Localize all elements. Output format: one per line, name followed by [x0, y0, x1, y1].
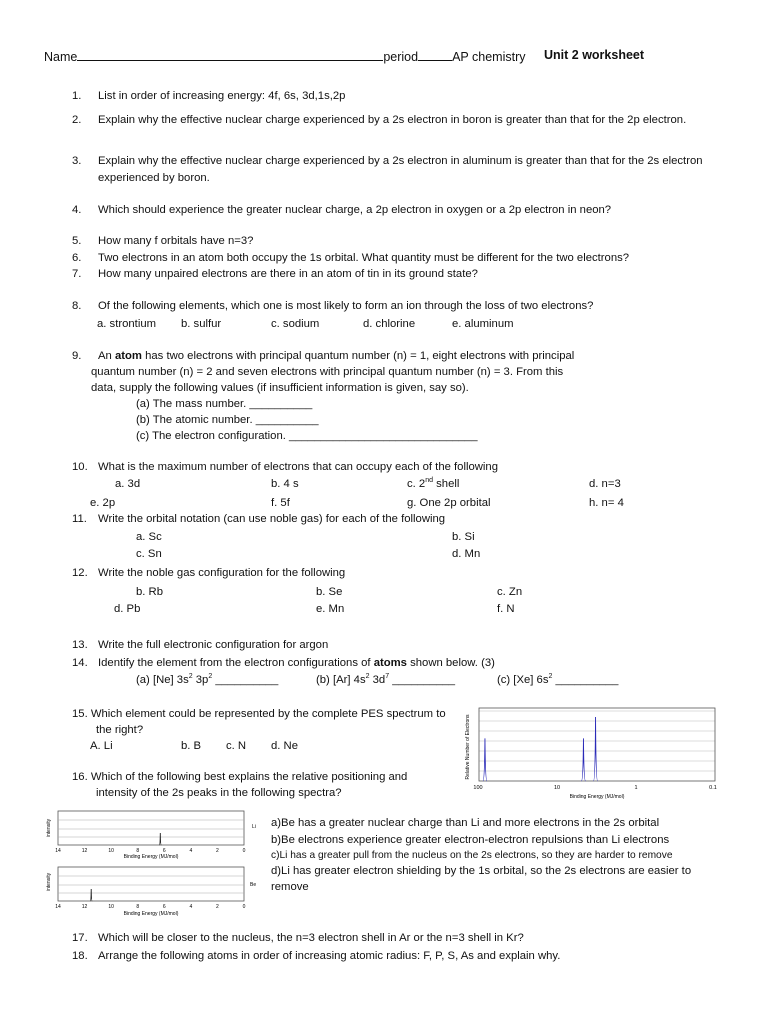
question-text: How many unpaired electrons are there in an atom of tin in its ground state?	[98, 268, 478, 280]
answer-option: c. sodium	[271, 318, 320, 330]
question-12-item: b. Rb	[136, 586, 164, 598]
item-text: c. 2	[407, 478, 426, 490]
answer-option: b. B	[181, 740, 202, 752]
question-5	[72, 234, 253, 248]
question-number: 11.	[72, 513, 87, 525]
config-text: __________	[212, 674, 279, 686]
question-9-part-b: (b) The atomic number. __________	[136, 414, 319, 426]
question-12-item: b. Se	[316, 586, 343, 598]
li-plot-frame	[58, 811, 244, 845]
spectrum-peak	[159, 833, 161, 845]
question-7	[72, 267, 478, 281]
question-text: Explain why the effective nuclear charge experienced by a 2s electron in boron is greater than that for the 2p electron.	[98, 114, 687, 126]
pes-peaks	[483, 717, 598, 781]
answer-option: c. N	[226, 740, 247, 752]
question-14-part-c	[497, 673, 618, 687]
name-blank[interactable]	[77, 48, 383, 61]
question-text: Explain why the effective nuclear charge experienced by a 2s electron in aluminum is greater than that for the 2s electron	[98, 155, 703, 167]
question-12	[72, 566, 345, 580]
question-text: What is the maximum number of electrons that can occupy each of the following	[98, 461, 498, 473]
question-9-part-a: (a) The mass number. __________	[136, 398, 313, 410]
question-12-item: c. Zn	[497, 586, 523, 598]
question-number: 10.	[72, 461, 88, 473]
li-spectrum-chart	[42, 808, 260, 860]
li-tick-label: 2	[216, 848, 219, 854]
question-12-item: f. N	[497, 603, 515, 615]
question-9-line-3: data, supply the following values (if insufficient information is given, say so).	[91, 382, 469, 394]
answer-option: d)Li has greater electron shielding by the 1s orbital, so the 2s electrons are easier to	[271, 865, 692, 877]
be-tick-label: 10	[108, 904, 114, 910]
answer-option: b. sulfur	[181, 318, 222, 330]
question-15: 15. Which element could be represented by the complete PES spectrum to	[72, 708, 446, 720]
question-9	[72, 349, 574, 363]
question-14	[72, 656, 495, 670]
question-number: 6.	[72, 252, 82, 264]
question-11-item: c. Sn	[136, 548, 162, 560]
question-11-item: b. Si	[452, 531, 475, 543]
question-6	[72, 251, 629, 265]
be-peaks	[90, 889, 92, 901]
question-text: has two electrons with principal quantum number (n) = 1, eight electrons with principal	[145, 350, 575, 362]
question-10-item: f. 5f	[271, 497, 290, 509]
be-spectrum-chart	[42, 864, 260, 920]
question-text: Which will be closer to the nucleus, the n=3 electron shell in Ar or the n=3 shell in Kr?	[98, 932, 524, 944]
pes-tick-label: 1	[634, 785, 638, 791]
li-tick-label: 12	[81, 848, 88, 854]
be-tick-label: 6	[162, 904, 166, 910]
period-blank[interactable]	[418, 48, 452, 61]
question-text: Write the noble gas configuration for the following	[98, 567, 346, 579]
li-tick-label: 14	[55, 848, 61, 854]
question-text: shown below. (3)	[410, 657, 495, 669]
emphasis-atoms: atoms	[373, 657, 407, 669]
spectrum-peak	[90, 889, 92, 901]
li-peaks	[159, 833, 161, 845]
li-tick-label: 10	[108, 848, 114, 854]
superscript: 7	[385, 673, 390, 681]
question-11-item: a. Sc	[136, 531, 162, 543]
answer-option: b)Be electrons experience greater electron-electron repulsions than Li electrons	[271, 834, 670, 846]
be-tick-label: 0	[242, 904, 246, 910]
li-tick-label: 6	[162, 848, 166, 854]
superscript: 2	[208, 673, 213, 681]
question-number: 17.	[72, 932, 88, 944]
question-13	[72, 638, 328, 652]
answer-option: c)Li has a greater pull from the nucleus on the 2s electrons, so they are harder to remove	[271, 850, 673, 861]
question-number: 7.	[72, 268, 82, 280]
config-text: (c) [Xe] 6s	[497, 674, 549, 686]
pes-peak	[483, 738, 487, 781]
be-x-axis-label: Binding Energy (MJ/mol)	[123, 911, 179, 917]
question-10-item: b. 4 s	[271, 478, 299, 490]
question-10-item: a. 3d	[115, 478, 141, 490]
config-text: (a) [Ne] 3s	[136, 674, 189, 686]
question-14-part-a	[136, 673, 278, 687]
question-12-item: d. Pb	[114, 603, 141, 615]
li-tick-label: 4	[189, 848, 193, 854]
question-text: Identify the element from the electron configurations of	[98, 657, 371, 669]
question-number: 3.	[72, 155, 82, 167]
answer-option: a)Be has a greater nuclear charge than Li and more electrons in the 2s orbital	[271, 817, 660, 829]
question-number: 8.	[72, 300, 82, 312]
superscript: nd	[425, 477, 434, 485]
question-text: Write the orbital notation (can use noble gas) for each of the following	[98, 513, 446, 525]
li-element-label: Li	[252, 824, 256, 830]
question-10-item: g. One 2p orbital	[407, 497, 491, 509]
course-label: AP chemistry	[452, 50, 526, 64]
li-tick-label: 0	[242, 848, 246, 854]
answer-option: e. aluminum	[452, 318, 514, 330]
be-tick-label: 2	[216, 904, 219, 910]
pes-tick-label: 0.1	[709, 785, 717, 791]
li-x-axis-label: Binding Energy (MJ/mol)	[123, 854, 179, 860]
emphasis-atom: atom	[114, 350, 142, 362]
question-18	[72, 949, 560, 963]
question-text: Of the following elements, which one is most likely to form an ion through the loss of two electrons?	[98, 300, 594, 312]
question-11-item: d. Mn	[452, 548, 481, 560]
question-text: How many f orbitals have n=3?	[98, 235, 254, 247]
question-number: 18.	[72, 950, 88, 962]
config-text: (b) [Ar] 4s	[316, 674, 366, 686]
li-tick-label: 8	[136, 848, 140, 854]
question-10-item	[407, 477, 459, 491]
be-element-label: Be	[250, 882, 257, 888]
question-16-line-2: intensity of the 2s peaks in the following spectra?	[96, 787, 342, 799]
answer-option: A. Li	[90, 740, 113, 752]
question-12-item: e. Mn	[316, 603, 345, 615]
be-y-axis-label: intensity	[46, 872, 52, 892]
question-number: 1.	[72, 90, 82, 102]
question-text: Two electrons in an atom both occupy the 1s orbital. What quantity must be different for the two electrons?	[98, 252, 630, 264]
question-text: Which should experience the greater nuclear charge, a 2p electron in oxygen or a 2p electron in neon?	[98, 204, 612, 216]
question-16: 16. Which of the following best explains the relative positioning and	[72, 771, 408, 783]
pes-plot-frame	[479, 708, 715, 781]
be-tick-label: 12	[81, 904, 88, 910]
answer-option: d. Ne	[271, 740, 299, 752]
question-text: Write the full electronic configuration for argon	[98, 639, 329, 651]
question-14-part-b	[316, 673, 455, 687]
question-3	[72, 154, 703, 168]
pes-peak	[581, 738, 585, 781]
question-text: Arrange the following atoms in order of increasing atomic radius: F, P, S, As and explain why.	[98, 950, 561, 962]
question-10-item: d. n=3	[589, 478, 621, 490]
question-text: List in order of increasing energy: 4f, 6s, 3d,1s,2p	[98, 90, 346, 102]
question-number: 4.	[72, 204, 82, 216]
question-15-line-2: the right?	[96, 724, 144, 736]
question-17	[72, 931, 524, 945]
li-y-axis-label: intensity	[46, 818, 52, 838]
question-number: 13.	[72, 639, 88, 651]
name-label: Name	[44, 50, 78, 64]
question-8	[72, 299, 593, 313]
answer-option-continued: remove	[271, 881, 309, 893]
question-10	[72, 460, 498, 474]
pes-tick-label: 10	[553, 785, 561, 791]
pes-tick-label: 100	[473, 785, 483, 791]
superscript: 2	[548, 673, 553, 681]
config-text: __________	[552, 674, 619, 686]
question-number: 14.	[72, 657, 88, 669]
question-2	[72, 113, 686, 127]
question-number: 2.	[72, 114, 82, 126]
config-text: __________	[389, 674, 456, 686]
be-tick-label: 8	[136, 904, 140, 910]
question-1	[72, 89, 345, 103]
superscript: 2	[188, 673, 193, 681]
question-9-line-2: quantum number (n) = 2 and seven electrons with principal quantum number (n) = 3. From this	[91, 366, 564, 378]
worksheet-header	[44, 48, 526, 66]
question-9-part-c: (c) The electron configuration. ______________________________	[136, 430, 478, 442]
be-tick-label: 4	[189, 904, 193, 910]
question-text-pre: An	[98, 350, 112, 362]
pes-grid	[479, 711, 715, 771]
config-text: 3d	[369, 674, 386, 686]
be-tick-label: 14	[55, 904, 61, 910]
question-number: 12.	[72, 567, 88, 579]
question-10-item: h. n= 4	[589, 497, 624, 509]
config-text: 3p	[192, 674, 209, 686]
answer-option: d. chlorine	[363, 318, 416, 330]
pes-x-axis-label: Binding Energy (MJ/mol)	[569, 794, 625, 800]
unit-title: Unit 2 worksheet	[544, 48, 645, 62]
answer-option: a. strontium	[97, 318, 157, 330]
question-number: 9.	[72, 350, 82, 362]
be-plot-frame	[58, 867, 244, 901]
question-4	[72, 203, 611, 217]
item-text: shell	[433, 478, 460, 490]
superscript: 2	[365, 673, 370, 681]
pes-spectrum-chart	[463, 703, 725, 803]
question-3-continued: experienced by boron.	[98, 172, 210, 184]
pes-y-axis-label: Relative Number of Electrons	[465, 714, 471, 780]
question-10-item: e. 2p	[90, 497, 116, 509]
question-number: 5.	[72, 235, 82, 247]
pes-peak	[594, 717, 598, 781]
question-11	[72, 512, 445, 526]
period-label: period	[383, 50, 419, 64]
